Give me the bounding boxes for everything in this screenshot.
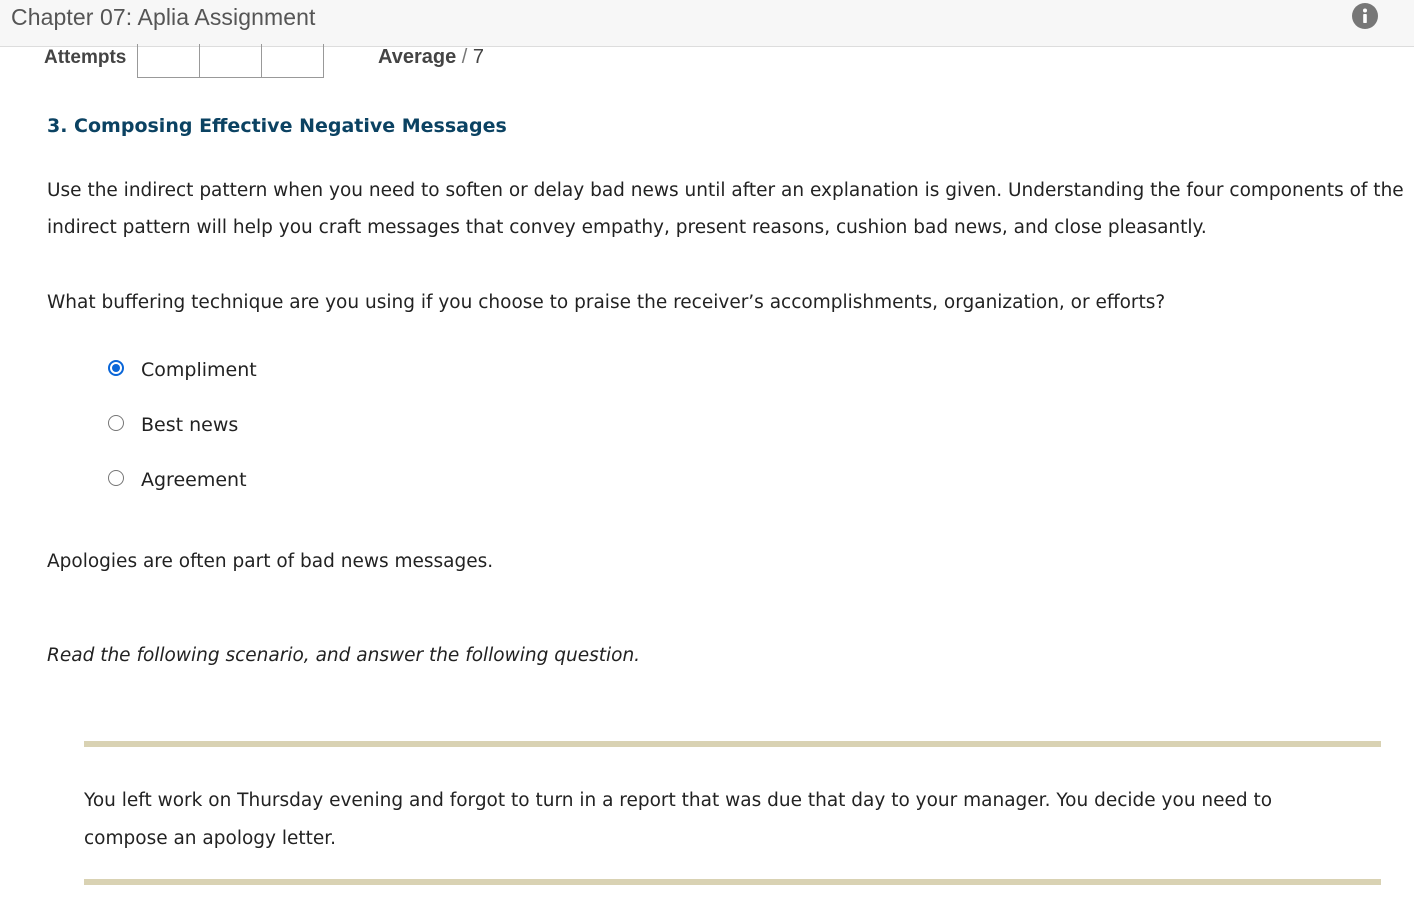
- average-separator: /: [461, 46, 468, 68]
- question-prompt: What buffering technique are you using if you choose to praise the receiver’s accomplishments, organization, or efforts?: [47, 292, 1166, 313]
- attempt-slot: [137, 44, 200, 78]
- radio-compliment-selected[interactable]: [108, 360, 124, 376]
- option-compliment[interactable]: [108, 355, 257, 381]
- average-total: 7: [472, 46, 485, 68]
- attempts-label: Attempts: [44, 47, 127, 68]
- assignment-title: Chapter 07: Aplia Assignment: [11, 4, 316, 30]
- intro-paragraph-line-2: indirect pattern will help you craft messages that convey empathy, present reasons, cushion bad news, and close pleasantly.: [47, 217, 1207, 238]
- intro-paragraph-line-1: Use the indirect pattern when you need to soften or delay bad news until after an explanation is given. Understanding the four components of the: [47, 180, 1404, 201]
- scenario-instruction: Read the following scenario, and answer the following question.: [47, 645, 641, 666]
- option-label: Compliment: [141, 359, 257, 381]
- question-heading: 3. Composing Effective Negative Messages: [47, 115, 507, 137]
- option-best-news[interactable]: [108, 410, 238, 436]
- option-label: Best news: [141, 414, 239, 436]
- attempt-boxes: [137, 44, 323, 78]
- assignment-header-bar: [0, 0, 1414, 47]
- scenario-bottom-divider: [84, 879, 1381, 885]
- attempt-slot: [261, 44, 324, 78]
- option-label: Agreement: [141, 469, 247, 491]
- average-score: [378, 46, 484, 69]
- info-icon[interactable]: [1352, 3, 1378, 29]
- scenario-text: You left work on Thursday evening and forgot to turn in a report that was due that day to your manager. You decide you need to compose an apology letter.: [84, 790, 1273, 849]
- radio-best-news[interactable]: [108, 415, 124, 431]
- attempt-slot: [199, 44, 262, 78]
- average-label: Average: [378, 46, 457, 68]
- radio-agreement[interactable]: [108, 470, 124, 486]
- option-agreement[interactable]: [108, 465, 247, 491]
- scenario-top-divider: [84, 741, 1381, 747]
- apology-statement: Apologies are often part of bad news messages.: [47, 551, 494, 572]
